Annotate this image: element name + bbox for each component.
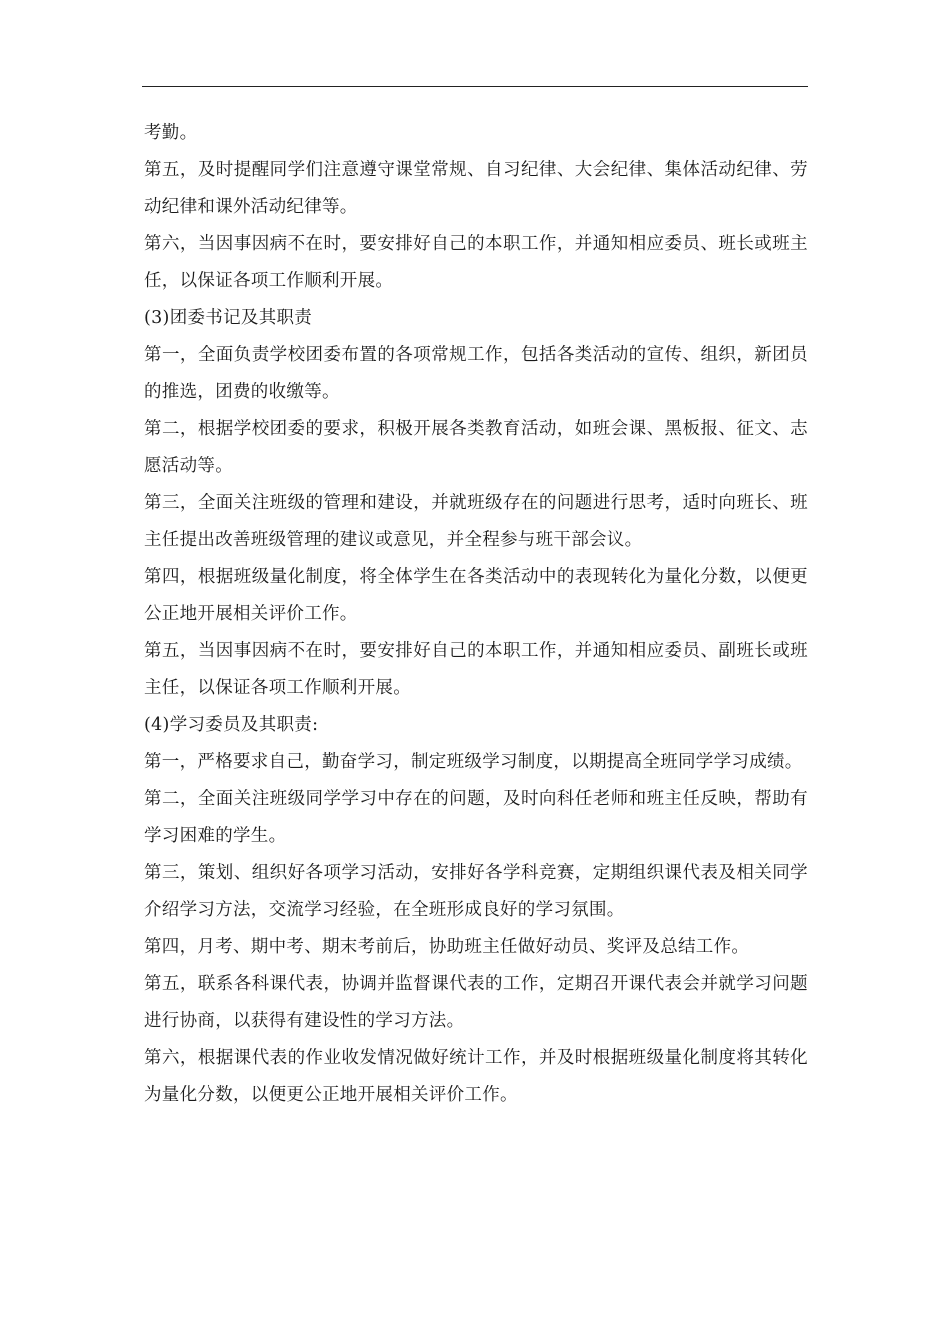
paragraph-league-duty-3: 第三，全面关注班级的管理和建设，并就班级存在的问题进行思考，适时向班长、班主任提出改善班级管理的建议或意见，并全程参与班干部会议。 [144,493,808,550]
paragraph-study-duty-5: 第五，联系各科课代表，协调并监督课代表的工作，定期召开课代表会并就学习问题进行协商，以获得有建设性的学习方法。 [144,974,808,1031]
paragraph-attendance-end: 考勤。 [144,123,198,143]
section-heading-league-secretary: (3)团委书记及其职责 [144,308,313,328]
paragraph-study-duty-6: 第六，根据课代表的作业收发情况做好统计工作，并及时根据班级量化制度将其转化为量化分数，以便更公正地开展相关评价工作。 [144,1048,808,1105]
paragraph-study-duty-2: 第二，全面关注班级同学学习中存在的问题，及时向科任老师和班主任反映，帮助有学习困难的学生。 [144,789,808,846]
paragraph-study-duty-3: 第三，策划、组织好各项学习活动，安排好各学科竞赛，定期组织课代表及相关同学介绍学习方法，交流学习经验，在全班形成良好的学习氛围。 [144,863,808,920]
section-heading-study-committee: (4)学习委员及其职责: [144,715,319,735]
paragraph-league-duty-1: 第一，全面负责学校团委布置的各项常规工作，包括各类活动的宣传、组织，新团员的推选，团费的收缴等。 [144,345,808,402]
header-rule [142,86,808,87]
body-text [144,115,808,1114]
paragraph-study-duty-1: 第一，严格要求自己，勤奋学习，制定班级学习制度，以期提高全班同学学习成绩。 [144,752,803,772]
paragraph-league-duty-2: 第二，根据学校团委的要求，积极开展各类教育活动，如班会课、黑板报、征文、志愿活动等。 [144,419,808,476]
paragraph-monitor-duty-5: 第五，及时提醒同学们注意遵守课堂常规、自习纪律、大会纪律、集体活动纪律、劳动纪律和课外活动纪律等。 [144,160,808,217]
paragraph-league-duty-4: 第四，根据班级量化制度，将全体学生在各类活动中的表现转化为量化分数，以便更公正地开展相关评价工作。 [144,567,808,624]
paragraph-monitor-duty-6: 第六，当因事因病不在时，要安排好自己的本职工作，并通知相应委员、班长或班主任，以保证各项工作顺利开展。 [144,234,808,291]
paragraph-league-duty-5: 第五，当因事因病不在时，要安排好自己的本职工作，并通知相应委员、副班长或班主任，以保证各项工作顺利开展。 [144,641,808,698]
paragraph-study-duty-4: 第四，月考、期中考、期末考前后，协助班主任做好动员、奖评及总结工作。 [144,937,750,957]
